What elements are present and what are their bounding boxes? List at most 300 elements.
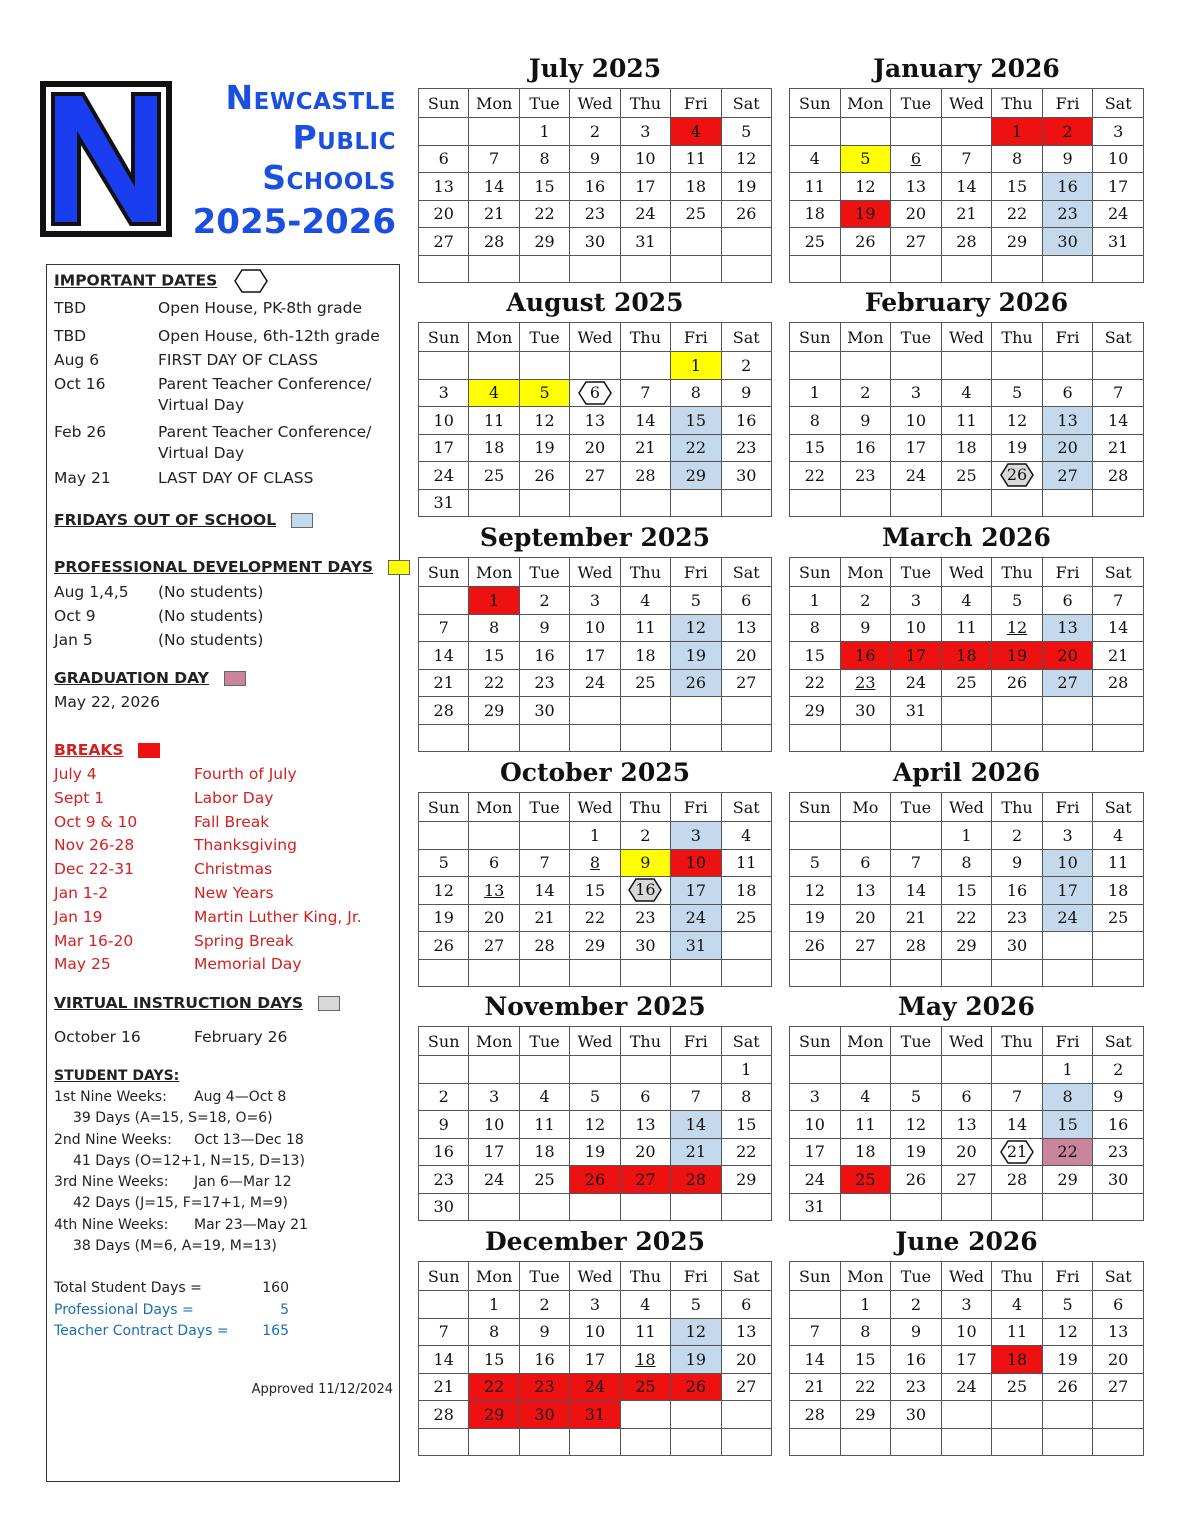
- day-cell: 12: [570, 1111, 620, 1139]
- hexagon-day-marker: [628, 878, 662, 902]
- day-cell: 6: [721, 587, 771, 615]
- day-cell: 14: [519, 877, 569, 905]
- day-cell: 2: [1042, 118, 1093, 146]
- day-cell: 26: [1042, 1373, 1093, 1401]
- weekday-header: Thu: [620, 1262, 670, 1291]
- total-row: [54, 1302, 289, 1318]
- virtual-header: [54, 994, 340, 1012]
- day-cell: 1: [1042, 1056, 1093, 1084]
- weekday-header: Tue: [891, 793, 942, 822]
- month-calendar: [418, 758, 772, 987]
- empty-cell: [992, 697, 1043, 725]
- empty-cell: [570, 489, 620, 517]
- empty-cell: [840, 959, 891, 987]
- day-cell: 12: [992, 407, 1043, 435]
- weekday-header: Sat: [721, 323, 771, 352]
- week-row: [419, 255, 772, 283]
- empty-cell: [941, 352, 992, 380]
- week-row: [419, 959, 772, 987]
- student-days-header: [54, 1068, 179, 1084]
- day-cell: 7: [941, 145, 992, 173]
- day-cell: 19: [992, 434, 1043, 462]
- empty-cell: [1042, 352, 1093, 380]
- total-row: [54, 1280, 289, 1296]
- day-cell: 1: [941, 822, 992, 850]
- day-cell: 29: [1042, 1166, 1093, 1194]
- week-row: [419, 1373, 772, 1401]
- week-row: [419, 434, 772, 462]
- week-row: [419, 462, 772, 490]
- day-cell: 12: [519, 407, 569, 435]
- weekday-header: Tue: [519, 1262, 569, 1291]
- weekday-header: Sat: [721, 1262, 771, 1291]
- day-cell: 12: [992, 614, 1043, 642]
- break-date: Nov 26-28: [54, 836, 135, 855]
- day-cell: 10: [620, 145, 670, 173]
- pd-date: Jan 5: [54, 631, 93, 649]
- weekday-header: Sun: [790, 1027, 841, 1056]
- empty-cell: [721, 724, 771, 752]
- day-cell: 3: [419, 379, 469, 407]
- empty-cell: [721, 697, 771, 725]
- week-row: [790, 118, 1144, 146]
- day-cell: 24: [941, 1373, 992, 1401]
- day-cell: 1: [790, 587, 841, 615]
- empty-cell: [671, 724, 721, 752]
- day-cell: 15: [519, 173, 569, 201]
- day-cell: 6: [1093, 1291, 1144, 1319]
- weekday-header: Tue: [891, 323, 942, 352]
- week-row: [790, 228, 1144, 256]
- day-cell: 13: [721, 614, 771, 642]
- empty-cell: [891, 1193, 942, 1221]
- day-cell: 7: [419, 1318, 469, 1346]
- day-cell: 7: [519, 849, 569, 877]
- day-cell: 25: [620, 669, 670, 697]
- month-table: [789, 1261, 1144, 1456]
- day-cell: 16: [570, 173, 620, 201]
- virtual-date-1: October 16: [54, 1028, 141, 1046]
- graduation-swatch: [224, 671, 246, 686]
- week-row: [790, 822, 1144, 850]
- day-cell: 9: [1093, 1083, 1144, 1111]
- weekday-header: Tue: [519, 793, 569, 822]
- day-cell: 26: [992, 669, 1043, 697]
- day-cell: 25: [790, 228, 841, 256]
- day-cell: 12: [671, 614, 721, 642]
- day-cell: 4: [992, 1291, 1043, 1319]
- important-date-date: TBD: [54, 299, 87, 317]
- empty-cell: [469, 724, 519, 752]
- week-row: [790, 614, 1144, 642]
- day-cell: 19: [671, 1346, 721, 1374]
- virtual-heading: VIRTUAL INSTRUCTION DAYS: [54, 994, 303, 1012]
- weekday-header: Tue: [519, 1027, 569, 1056]
- weekday-header: Tue: [519, 89, 569, 118]
- day-cell: 9: [620, 849, 670, 877]
- empty-cell: [620, 1193, 670, 1221]
- empty-cell: [721, 228, 771, 256]
- weekday-header: Mon: [840, 323, 891, 352]
- day-cell: 20: [1042, 642, 1093, 670]
- empty-cell: [570, 697, 620, 725]
- empty-cell: [941, 959, 992, 987]
- nine-weeks-detail: 39 Days (A=15, S=18, O=6): [73, 1110, 273, 1126]
- day-cell: 14: [1093, 407, 1144, 435]
- day-cell: 25: [721, 904, 771, 932]
- day-cell: 29: [790, 697, 841, 725]
- day-cell: 6: [1042, 379, 1093, 407]
- day-cell: 11: [1093, 849, 1144, 877]
- day-cell: 22: [790, 669, 841, 697]
- important-date-row: [54, 375, 371, 414]
- day-cell: 13: [1042, 614, 1093, 642]
- weekday-header: Sun: [419, 323, 469, 352]
- day-cell: 25: [840, 1166, 891, 1194]
- empty-cell: [721, 959, 771, 987]
- weekday-header: Tue: [519, 558, 569, 587]
- break-name: Thanksgiving: [194, 836, 297, 855]
- week-row: [790, 877, 1144, 905]
- break-date: May 25: [54, 955, 111, 974]
- day-cell: 29: [469, 1401, 519, 1429]
- day-cell: 4: [1093, 822, 1144, 850]
- break-row: [54, 789, 273, 807]
- weekday-header: Thu: [620, 323, 670, 352]
- week-row: [419, 724, 772, 752]
- day-cell: 5: [891, 1083, 942, 1111]
- week-row: [790, 932, 1144, 960]
- empty-cell: [570, 1056, 620, 1084]
- breaks-heading: BREAKS: [54, 741, 124, 759]
- weekday-header: Mon: [469, 89, 519, 118]
- day-cell: 4: [790, 145, 841, 173]
- day-cell: 14: [790, 1346, 841, 1374]
- day-cell: 16: [519, 1346, 569, 1374]
- week-row: [790, 379, 1144, 407]
- day-cell: 8: [941, 849, 992, 877]
- month-calendar: [789, 992, 1144, 1221]
- empty-cell: [840, 489, 891, 517]
- day-cell: 20: [469, 904, 519, 932]
- empty-cell: [790, 352, 841, 380]
- week-row: [790, 724, 1144, 752]
- day-cell: 21: [419, 669, 469, 697]
- week-row: [790, 669, 1144, 697]
- week-row: [790, 1166, 1144, 1194]
- month-table: [789, 792, 1144, 987]
- day-number: 16: [635, 880, 656, 900]
- week-row: [790, 255, 1144, 283]
- weekday-header: Mon: [469, 1027, 519, 1056]
- day-cell: 24: [469, 1166, 519, 1194]
- month-title: August 2025: [506, 288, 684, 317]
- empty-cell: [620, 959, 670, 987]
- day-cell: 11: [469, 407, 519, 435]
- nine-weeks-row: [54, 1089, 286, 1105]
- day-cell: 11: [941, 614, 992, 642]
- day-cell: 10: [891, 407, 942, 435]
- nine-weeks-label: 1st Nine Weeks:: [54, 1089, 167, 1105]
- empty-cell: [941, 255, 992, 283]
- important-date-desc-2: Virtual Day: [158, 396, 245, 414]
- important-date-text: [158, 375, 371, 414]
- week-row: [790, 434, 1144, 462]
- day-cell: 3: [570, 1291, 620, 1319]
- empty-cell: [620, 489, 670, 517]
- day-cell: 21: [469, 200, 519, 228]
- empty-cell: [1093, 1428, 1144, 1456]
- weekday-header: Thu: [992, 323, 1043, 352]
- week-row: [790, 1291, 1144, 1319]
- day-cell: 26: [721, 200, 771, 228]
- weekday-header: Thu: [620, 558, 670, 587]
- weekday-header: Sat: [721, 89, 771, 118]
- empty-cell: [469, 255, 519, 283]
- day-cell: 20: [620, 1138, 670, 1166]
- day-cell: 25: [671, 200, 721, 228]
- day-cell: 7: [891, 849, 942, 877]
- important-date-desc: Open House, PK-8th grade: [158, 299, 363, 317]
- empty-cell: [891, 118, 942, 146]
- empty-cell: [519, 1428, 569, 1456]
- day-cell: 12: [671, 1318, 721, 1346]
- empty-cell: [941, 1401, 992, 1429]
- day-cell: 2: [840, 379, 891, 407]
- total-label: Professional Days =: [54, 1301, 194, 1318]
- hexagon-day-marker: [1000, 463, 1034, 487]
- day-cell: 24: [790, 1166, 841, 1194]
- week-row: [790, 145, 1144, 173]
- day-cell: 30: [891, 1401, 942, 1429]
- day-cell: 23: [570, 200, 620, 228]
- weekday-header: Fri: [671, 793, 721, 822]
- weekday-header: Mon: [840, 1262, 891, 1291]
- break-row: [54, 884, 274, 902]
- week-row: [790, 1111, 1144, 1139]
- day-cell: 13: [840, 877, 891, 905]
- day-cell: 4: [620, 1291, 670, 1319]
- day-cell: 11: [620, 614, 670, 642]
- day-cell: 15: [570, 877, 620, 905]
- day-cell: 20: [941, 1138, 992, 1166]
- empty-cell: [671, 255, 721, 283]
- day-cell: 6: [840, 849, 891, 877]
- empty-cell: [840, 352, 891, 380]
- empty-cell: [840, 822, 891, 850]
- day-cell: 5: [790, 849, 841, 877]
- day-cell: 23: [519, 669, 569, 697]
- empty-cell: [1093, 932, 1144, 960]
- empty-cell: [1093, 1193, 1144, 1221]
- day-cell: 5: [992, 379, 1043, 407]
- day-cell: 9: [519, 614, 569, 642]
- day-cell: 19: [1042, 1346, 1093, 1374]
- empty-cell: [671, 1401, 721, 1429]
- weekday-header: Fri: [671, 1262, 721, 1291]
- weekday-header: Tue: [891, 1262, 942, 1291]
- month-title: March 2026: [882, 523, 1051, 552]
- break-row: [54, 908, 362, 926]
- empty-cell: [992, 1428, 1043, 1456]
- week-row: [419, 642, 772, 670]
- important-date-desc: Parent Teacher Conference/: [158, 423, 372, 441]
- empty-cell: [992, 255, 1043, 283]
- nine-weeks-row: [54, 1174, 292, 1190]
- empty-cell: [519, 1193, 569, 1221]
- week-row: [419, 932, 772, 960]
- day-cell: 21: [671, 1138, 721, 1166]
- week-row: [419, 822, 772, 850]
- day-cell: 9: [1042, 145, 1093, 173]
- week-row: [790, 1138, 1144, 1166]
- day-cell: 28: [620, 462, 670, 490]
- day-cell: 6: [721, 1291, 771, 1319]
- day-cell: 23: [620, 904, 670, 932]
- day-cell: 30: [840, 697, 891, 725]
- day-cell: 14: [620, 407, 670, 435]
- empty-cell: [671, 1056, 721, 1084]
- week-row: [419, 228, 772, 256]
- week-row: [790, 407, 1144, 435]
- month-table: [789, 1026, 1144, 1221]
- day-cell: 6: [469, 849, 519, 877]
- month-table: [418, 1026, 772, 1221]
- weekday-header: Thu: [620, 89, 670, 118]
- month-calendar: [418, 54, 772, 283]
- day-cell: 1: [840, 1291, 891, 1319]
- weekday-header: Sat: [721, 793, 771, 822]
- day-cell: 14: [1093, 614, 1144, 642]
- week-row: [419, 1083, 772, 1111]
- empty-cell: [790, 822, 841, 850]
- day-cell: 14: [891, 877, 942, 905]
- graduation-date: May 22, 2026: [54, 693, 160, 711]
- important-date-date: TBD: [54, 327, 87, 345]
- important-date-row: [54, 469, 313, 487]
- day-cell: 27: [721, 1373, 771, 1401]
- day-cell: 26: [519, 462, 569, 490]
- week-row: [790, 1373, 1144, 1401]
- day-cell: 26: [840, 228, 891, 256]
- month-calendar: [418, 1227, 772, 1456]
- empty-cell: [891, 255, 942, 283]
- empty-cell: [840, 1428, 891, 1456]
- day-cell: 24: [891, 462, 942, 490]
- empty-cell: [469, 1056, 519, 1084]
- day-cell: 2: [891, 1291, 942, 1319]
- student-days-heading: STUDENT DAYS:: [54, 1068, 180, 1084]
- day-cell: 12: [840, 173, 891, 201]
- important-date-text: [158, 469, 313, 487]
- breaks-swatch: [138, 743, 160, 758]
- break-row: [54, 765, 297, 783]
- day-cell: 17: [570, 642, 620, 670]
- day-cell: 18: [941, 434, 992, 462]
- day-cell: 19: [992, 642, 1043, 670]
- week-row: [790, 352, 1144, 380]
- month-table: [789, 88, 1144, 283]
- approved-note: Approved 11/12/2024: [251, 1382, 393, 1397]
- day-cell: 10: [570, 1318, 620, 1346]
- day-cell: 6: [419, 145, 469, 173]
- day-cell: 13: [570, 407, 620, 435]
- day-cell: 22: [941, 904, 992, 932]
- day-cell: 2: [519, 587, 569, 615]
- day-cell: 28: [1093, 462, 1144, 490]
- total-value: 5: [280, 1301, 289, 1318]
- week-row: [790, 697, 1144, 725]
- week-row: [790, 904, 1144, 932]
- day-cell: 1: [992, 118, 1043, 146]
- day-cell: 4: [721, 822, 771, 850]
- day-cell: 19: [519, 434, 569, 462]
- virtual-swatch: [318, 996, 340, 1011]
- day-cell: 17: [620, 173, 670, 201]
- day-cell: 30: [1042, 228, 1093, 256]
- day-cell: 31: [671, 932, 721, 960]
- day-cell: 20: [1093, 1346, 1144, 1374]
- day-cell: 29: [519, 228, 569, 256]
- weekday-header: Sun: [419, 1027, 469, 1056]
- month-calendar: [789, 54, 1144, 283]
- day-cell: 30: [519, 697, 569, 725]
- weekday-header: Fri: [1042, 793, 1093, 822]
- day-cell: [992, 462, 1043, 490]
- day-cell: 25: [941, 669, 992, 697]
- empty-cell: [1042, 255, 1093, 283]
- day-cell: 18: [840, 1138, 891, 1166]
- day-cell: 29: [570, 932, 620, 960]
- empty-cell: [620, 724, 670, 752]
- weekday-header: Mon: [469, 558, 519, 587]
- weekday-header: Wed: [570, 558, 620, 587]
- day-cell: [570, 379, 620, 407]
- pd-text: (No students): [158, 583, 264, 601]
- day-cell: 8: [469, 1318, 519, 1346]
- weekday-header: Thu: [620, 1027, 670, 1056]
- break-date: Mar 16-20: [54, 931, 134, 950]
- empty-cell: [790, 255, 841, 283]
- day-cell: 31: [570, 1401, 620, 1429]
- pd-date: Oct 9: [54, 607, 96, 625]
- day-cell: 23: [992, 904, 1043, 932]
- day-cell: 25: [1093, 904, 1144, 932]
- day-cell: 13: [620, 1111, 670, 1139]
- day-number: 6: [589, 382, 601, 402]
- day-cell: 26: [790, 932, 841, 960]
- day-cell: 1: [570, 822, 620, 850]
- empty-cell: [620, 1401, 670, 1429]
- day-cell: 21: [620, 434, 670, 462]
- empty-cell: [992, 1401, 1043, 1429]
- day-cell: 10: [1042, 849, 1093, 877]
- week-row: [419, 1111, 772, 1139]
- day-cell: 25: [519, 1166, 569, 1194]
- pd-row: [54, 583, 263, 601]
- break-row: [54, 955, 302, 973]
- weekday-header: Wed: [570, 1027, 620, 1056]
- day-cell: 18: [721, 877, 771, 905]
- day-cell: 27: [891, 228, 942, 256]
- day-cell: 3: [790, 1083, 841, 1111]
- weekday-header: Thu: [992, 1027, 1043, 1056]
- day-cell: 24: [570, 669, 620, 697]
- empty-cell: [891, 724, 942, 752]
- day-cell: 16: [1042, 173, 1093, 201]
- important-date-text: [158, 423, 371, 462]
- important-date-row: [54, 327, 380, 345]
